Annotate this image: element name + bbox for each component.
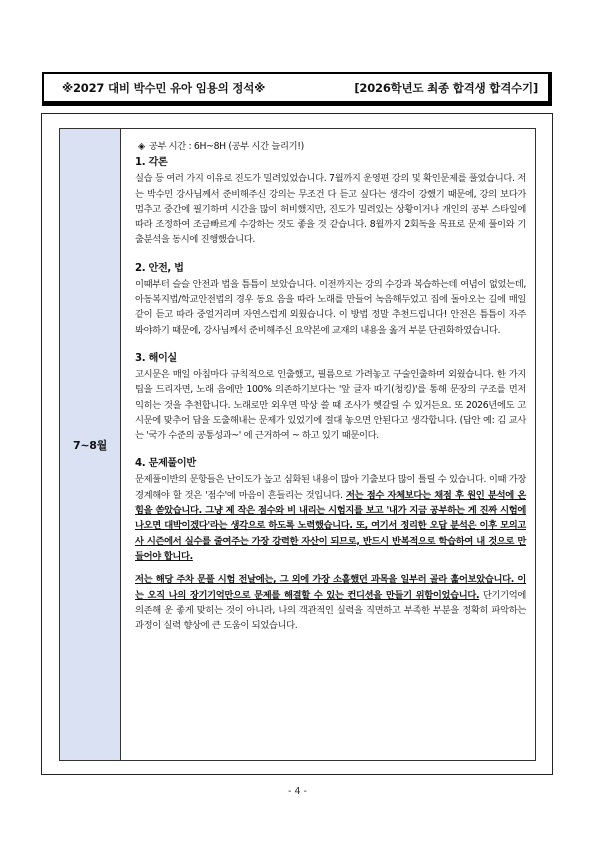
content-cell (121, 129, 535, 760)
document-header (42, 72, 552, 106)
study-time-text: 공부 시간 : 6H~8H (공부 시간 늘리기!) (148, 141, 304, 152)
period-cell (60, 129, 121, 760)
section-text-plain: 문제풀이반의 문항들은 난이도가 높고 심화된 내용이 많아 기출보다 많이 틀릴 수 있습니다. 이때 가장 경계해야 할 것은 '점수'에 마음이 흔들리는 것입니다. (135, 474, 526, 501)
section-text: 실습 등 여러 가지 이유로 진도가 밀려있었습니다. 7월까지 운영편 강의 및 확인문제를 풀었습니다. 저는 박수민 강사님께서 준비해주신 강의는 무조건 다 듣고 싶다는 생각이 강했기 때문에, 강의 보다가 멈추고 중간에 필기하며 시간을 많이 허비했지만, 진도가 밀려있는 상황이거나 개인의 공부 스타일에 따라 조정하여 조금빠르게 수강하는 것도 좋을 것 같습니다. 8월까지 2회독을 목표로 문제 풀이와 기출분석을 동시에 진행했습니다. (135, 173, 526, 246)
section-text (135, 472, 526, 564)
section-text (135, 572, 526, 633)
header-series-title: ※2027 대비 박수민 유아 임용의 정석※ (62, 80, 266, 95)
section-text-emphasis: 저는 해당 주차 문풀 시험 전날에는, 그 외에 가장 소홀했던 과목을 일부러 골라 훑어보았습니다. 이는 오직 나의 장기기억만으로 문제를 해결할 수 있는 컨디션을 만들기 위함이었습니다. (135, 574, 526, 601)
page-number: - 4 - (288, 786, 307, 797)
content-table (59, 128, 536, 761)
diamond-icon: ◈ (138, 141, 145, 152)
section-title: 2. 안전, 법 (135, 262, 184, 274)
period-label: 7~8월 (73, 438, 107, 452)
section-text: 고시문은 매일 아침마다 규칙적으로 인출했고, 필름으로 가려놓고 구술인출하며 외웠습니다. 한 가지 팁을 드리자면, 노래 음에만 100% 의존하기보다는 '앞 글자 따기(청킹)'를 통해 문장의 구조를 먼저 익히는 것을 추천합니다. 노래로만 외우면 막상 쓸 때 조사가 헷갈릴 수 있거든요. 또 2026년에도 고시문에 맞추어 답을 도출해내는 문제가 있었기에 절대 놓으면 안된다고 생각합니다. (답안 예: 김 교사는 '국가 수준의 공통성과~' 에 근거하여 ~ 하고 있기 때문이다. (135, 368, 526, 442)
section-title: 4. 문제풀이반 (135, 458, 196, 470)
header-doc-title: [2026학년도 최종 합격생 합격수기] (354, 80, 538, 95)
section-title: 1. 각론 (135, 157, 168, 169)
section-title: 3. 해이실 (135, 352, 177, 364)
section-text-plain: 단기기억에 의존해 운 좋게 맞히는 것이 아니라, 나의 객관적인 실력을 직면하고 부족한 부분을 정확히 파악하는 과정이 실력 향상에 큰 도움이 되었습니다. (135, 589, 526, 632)
section-text-emphasis: 저는 점수 자체보다는 채점 후 원인 분석에 온 힘을 쏟았습니다. 그냥 제 작은 점수와 비 내리는 시험지를 보고 '내가 지금 공부하는 게 진짜 시험에 나오면 대박이겠다'라는 생각으로 하도록 노력했습니다. 또, 여기서 정리한 오답 분석은 이후 모의고사 시즌에서 실수를 줄여주는 가장 강력한 자산이 되므로, 반드시 반복적으로 학습하여 내 것으로 만들어야 합니다. (135, 489, 526, 562)
study-time-line (138, 139, 526, 154)
section-text: 이때부터 슬슬 안전과 법을 틈틈이 보았습니다. 이전까지는 강의 수강과 복습하는데 여념이 없었는데, 아동복지법/학교안전법의 경우 동요 음을 따라 노래를 만들어 녹음해두었고 집에 돌아오는 길에 매일같이 듣고 따라 중얼거리며 자연스럽게 외웠습니다. 이 방법 정말 추천드립니다! 안전은 틈틈이 자주 봐야하기 때문에, 강사님께서 준비해주신 요약본에 교재의 내용을 옮겨 부분 단권화하였습니다. (135, 278, 526, 336)
